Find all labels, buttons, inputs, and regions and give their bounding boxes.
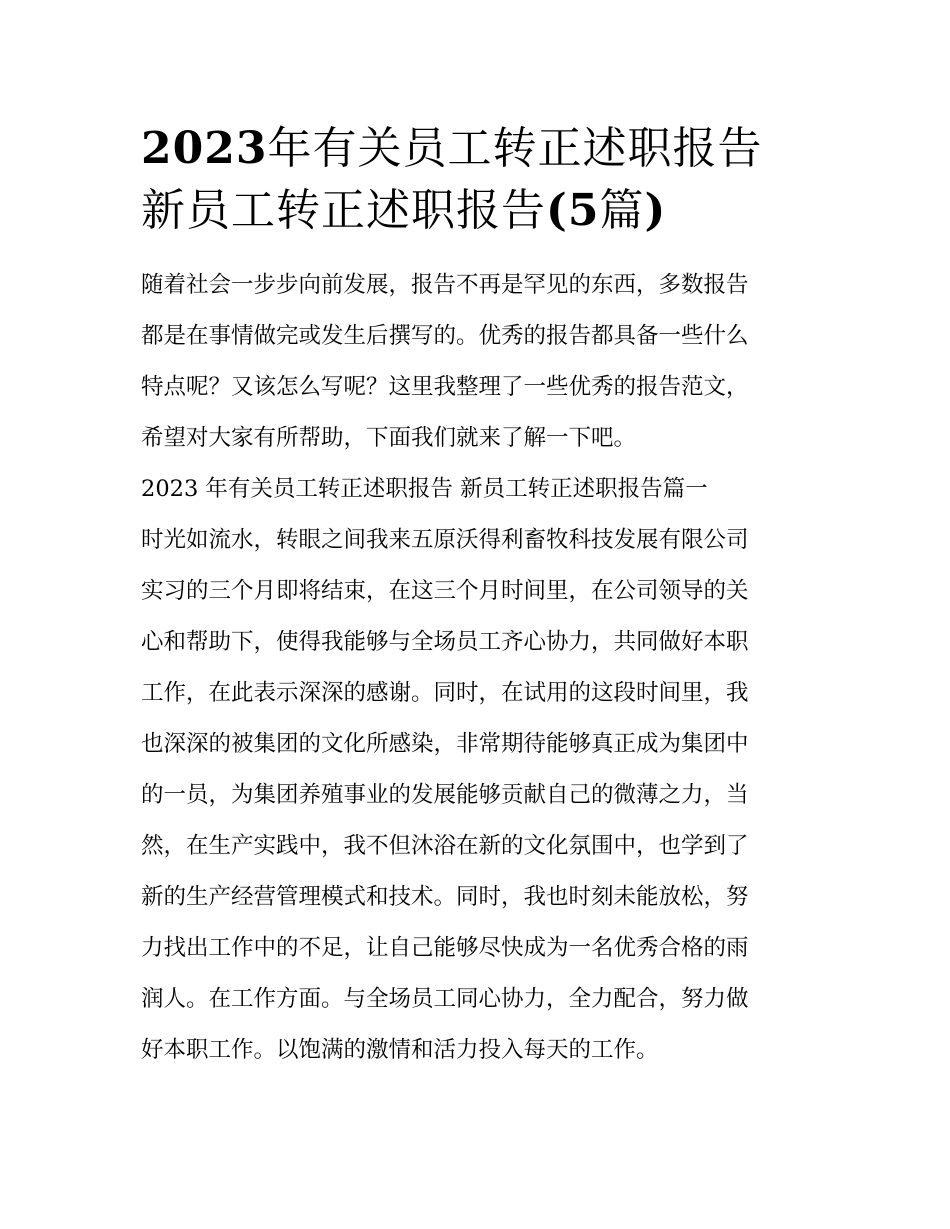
body-line: 心和帮助下，使得我能够与全场员工齐心协力，共同做好本职 xyxy=(141,629,749,655)
title-year: 2023 xyxy=(141,123,268,174)
body-line: 的一员，为集团养殖事业的发展能够贡献自己的微薄之力，当 xyxy=(141,782,749,808)
title-count-unit: 篇 xyxy=(599,185,645,236)
document-title xyxy=(141,118,821,242)
body-line: 润人。在工作方面。与全场员工同心协力，全力配合，努力做 xyxy=(141,986,749,1012)
intro-line: 都是在事情做完或发生后撰写的。优秀的报告都具备一些什么 xyxy=(141,323,749,349)
body-line: 工作，在此表示深深的感谢。同时，在试用的这段时间里，我 xyxy=(141,680,749,706)
body-line: 时光如流水，转眼之间我来五原沃得利畜牧科技发展有限公司 xyxy=(141,527,749,553)
body-line: 也深深的被集团的文化所感染，非常期待能够真正成为集团中 xyxy=(141,731,749,757)
section-heading xyxy=(141,464,821,515)
title-line-2 xyxy=(141,180,821,242)
document-content xyxy=(141,118,821,1076)
title-line-1 xyxy=(141,118,821,180)
intro-paragraph xyxy=(141,260,821,464)
intro-line: 希望对大家有所帮助，下面我们就来了解一下吧。 xyxy=(141,425,637,451)
body-line: 然，在生产实践中，我不但沐浴在新的文化氛围中，也学到了 xyxy=(141,833,749,859)
title-line-1-text: 年有关员工转正述职报告 xyxy=(267,123,763,174)
title-line-2-text: 新员工转正述职报告 xyxy=(141,185,546,236)
body-line: 力找出工作中的不足，让自己能够尽快成为一名优秀合格的雨 xyxy=(141,935,749,961)
intro-line: 特点呢？又该怎么写呢？这里我整理了一些优秀的报告范文， xyxy=(141,374,749,400)
title-close-paren: ) xyxy=(644,185,667,236)
body-line: 实习的三个月即将结束，在这三个月时间里，在公司领导的关 xyxy=(141,578,749,604)
title-count: (5 xyxy=(546,185,600,236)
body-line: 新的生产经营管理模式和技术。同时，我也时刻未能放松，努 xyxy=(141,884,749,910)
intro-line: 随着社会一步步向前发展，报告不再是罕见的东西，多数报告 xyxy=(141,272,749,298)
body-line: 好本职工作。以饱满的激情和活力投入每天的工作。 xyxy=(141,1037,659,1063)
body-paragraph xyxy=(141,515,821,1076)
section-heading-text: 2023 年有关员工转正述职报告 新员工转正述职报告篇一 xyxy=(141,476,708,502)
